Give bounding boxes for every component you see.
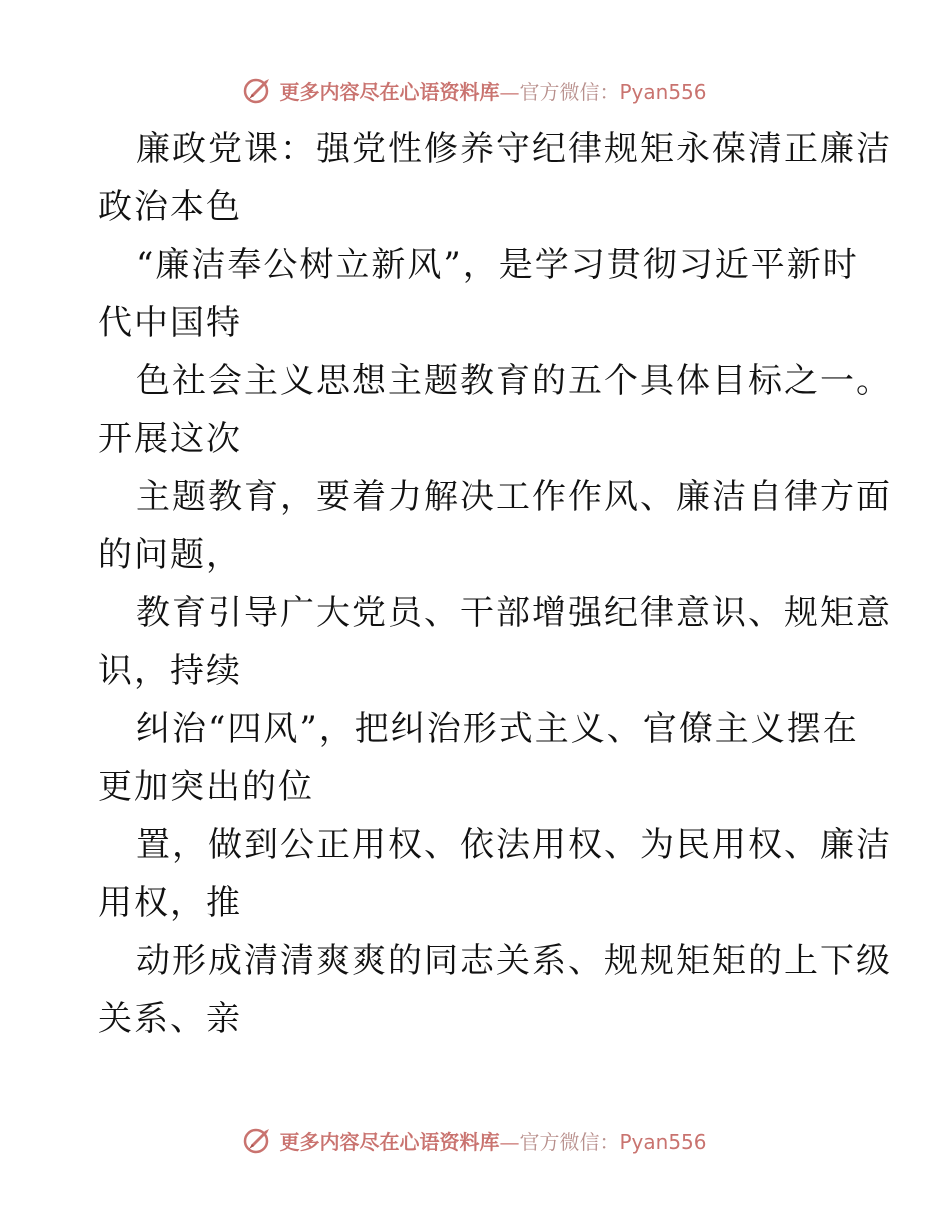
text-line: 动形成清清爽爽的同志关系、规规矩矩的上下级 (136, 941, 892, 981)
pen-logo-icon (243, 75, 273, 105)
text-line: 政治本色 (98, 187, 242, 227)
text-line: 识，持续 (98, 651, 242, 691)
text-line: 教育引导广大党员、干部增强纪律意识、规矩意 (136, 593, 892, 633)
footer-banner (0, 1120, 950, 1160)
text-line: 廉政党课：强党性修养守纪律规矩永葆清正廉洁 (136, 129, 892, 169)
text-line: 纠治“四风”，把纠治形式主义、官僚主义摆在 (136, 709, 859, 749)
text-line: 用权，推 (98, 883, 242, 923)
banner-dash: — (499, 1129, 520, 1154)
text-line: “廉洁奉公树立新风”，是学习贯彻习近平新时 (136, 245, 859, 285)
banner-dash: — (499, 79, 520, 104)
text-line: 的问题， (98, 535, 242, 575)
banner-main-text: 更多内容尽在心语资料库 (279, 79, 500, 104)
banner-main-text: 更多内容尽在心语资料库 (279, 1129, 500, 1154)
banner-official-label: 官方微信： (519, 1129, 620, 1154)
text-line: 置，做到公正用权、依法用权、为民用权、廉洁 (136, 825, 892, 865)
text-line: 开展这次 (98, 419, 242, 459)
text-line: 主题教育，要着力解决工作作风、廉洁自律方面 (136, 477, 892, 517)
banner-official-label: 官方微信： (519, 79, 620, 104)
text-line: 更加突出的位 (98, 767, 314, 807)
pen-logo-icon (243, 1125, 273, 1155)
text-line: 色社会主义思想主题教育的五个具体目标之一。 (136, 361, 892, 401)
banner-wechat-id: Pyan556 (619, 1129, 707, 1154)
banner-wechat-id: Pyan556 (619, 79, 707, 104)
header-banner (0, 70, 950, 110)
document-body (98, 120, 892, 1048)
text-line: 代中国特 (98, 303, 242, 343)
banner-label (279, 76, 706, 105)
banner-label (279, 1126, 706, 1155)
text-line: 关系、亲 (98, 999, 242, 1039)
